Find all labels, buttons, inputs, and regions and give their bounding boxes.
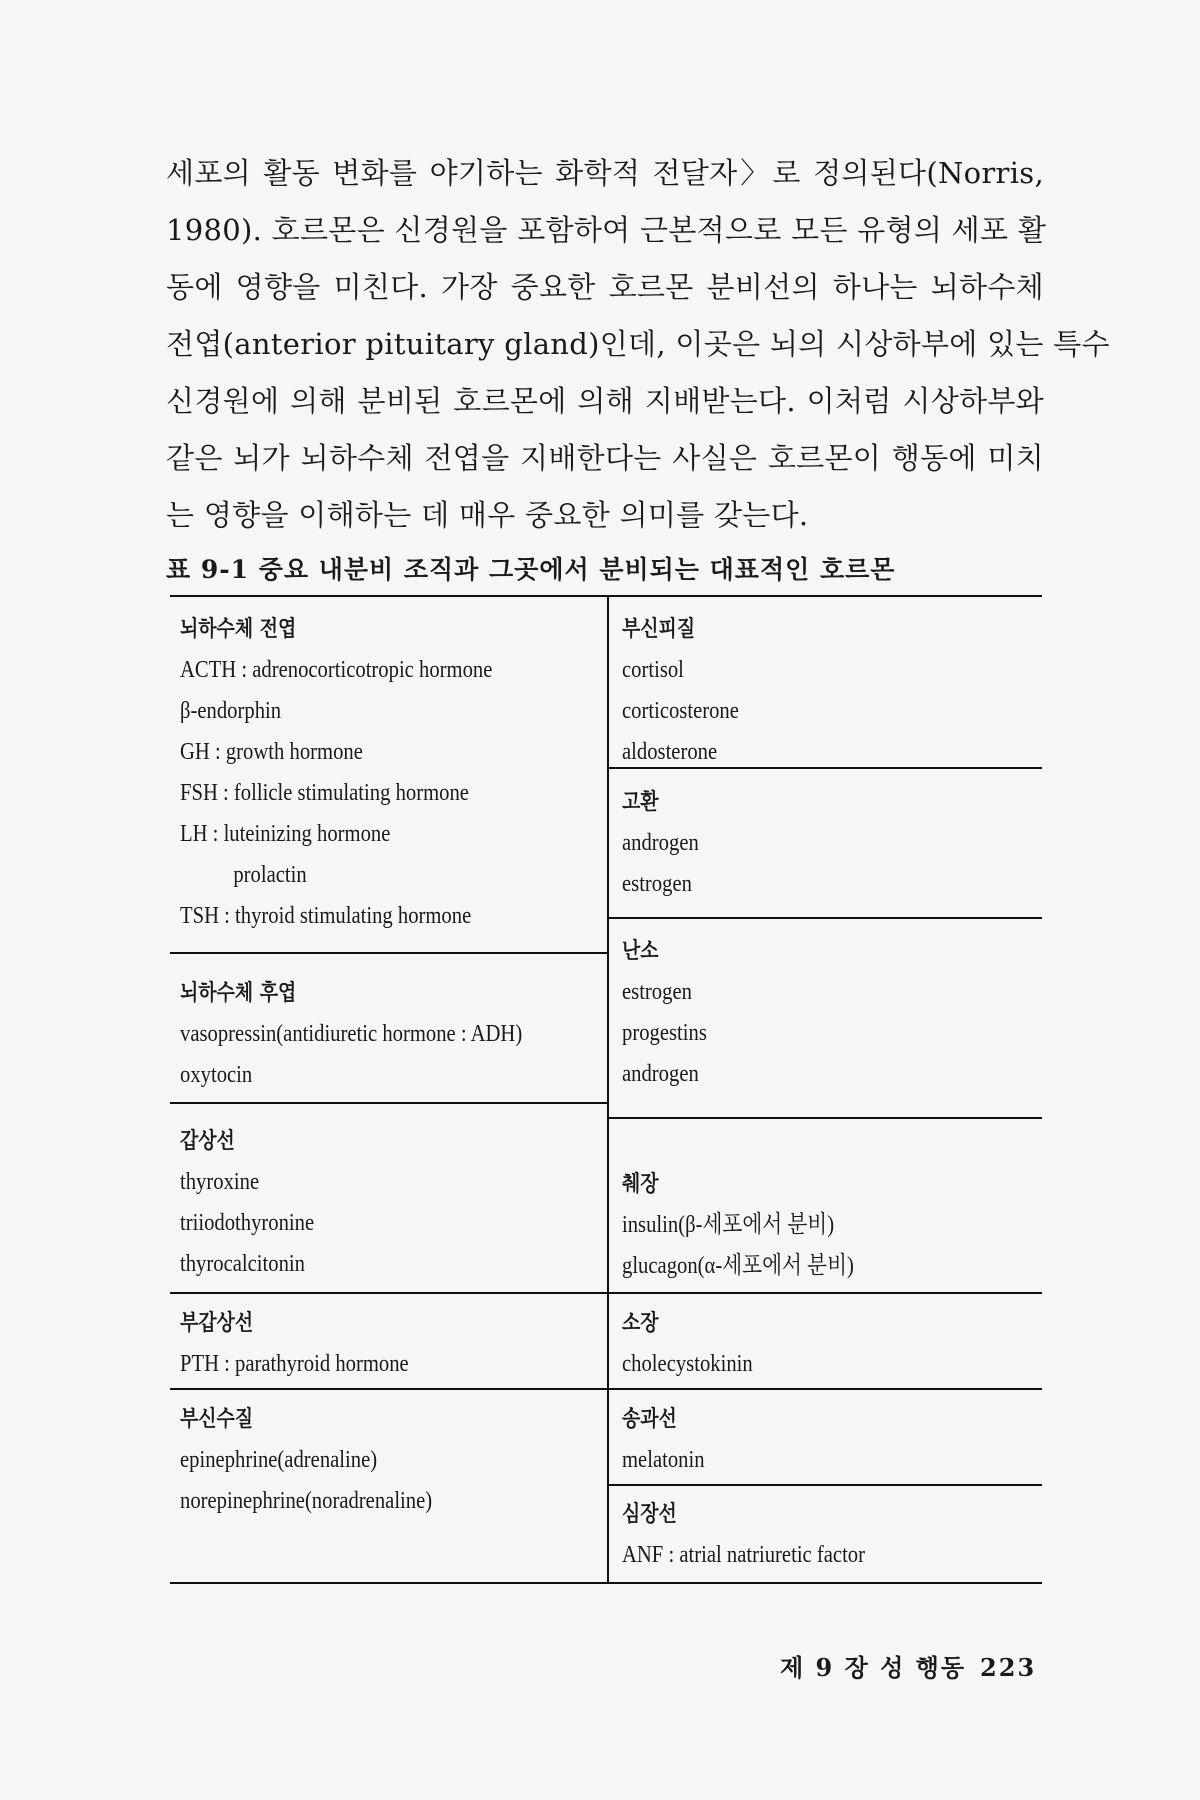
hormone-table (170, 595, 1042, 1584)
cell-title: 난소 (622, 939, 659, 964)
table-caption: 표 9-1 중요 내분비 조직과 그곳에서 분비되는 대표적인 호르몬 (166, 555, 896, 584)
page-number: 223 (980, 1653, 1037, 1682)
hormone-item: triiodothyronine (180, 1210, 315, 1236)
cell-title: 심장선 (622, 1502, 677, 1527)
table-cell-heart (622, 1494, 865, 1576)
hormone-item: epinephrine(adrenaline) (180, 1447, 378, 1473)
row-divider (170, 952, 607, 954)
cell-title: 갑상선 (180, 1129, 235, 1154)
row-divider (607, 917, 1042, 919)
paragraph-line: 세포의 활동 변화를 야기하는 화학적 전달자〉로 정의된다(Norris, (166, 156, 1044, 190)
cell-title: 뇌하수체 후엽 (180, 981, 297, 1006)
hormone-item: ANF : atrial natriuretic factor (622, 1542, 866, 1568)
hormone-item: prolactin (233, 862, 307, 888)
hormone-item: glucagon(α-세포에서 분비) (622, 1253, 854, 1279)
row-divider (170, 1102, 607, 1104)
cell-title: 뇌하수체 전엽 (180, 617, 297, 642)
body-paragraph (166, 145, 1110, 544)
hormone-item: progestins (622, 1020, 707, 1046)
table-cell-testis (622, 782, 699, 905)
table-cell-pancreas (622, 1164, 854, 1287)
table-cell-posterior-pituitary (180, 973, 522, 1096)
cell-title: 소장 (622, 1311, 659, 1336)
hormone-item: cholecystokinin (622, 1351, 753, 1377)
table-cell-thyroid (180, 1121, 314, 1285)
hormone-item: melatonin (622, 1447, 705, 1473)
chapter-label: 제 9 장 성 행동 (780, 1653, 967, 1682)
row-divider (170, 1292, 607, 1294)
table-cell-parathyroid (180, 1303, 409, 1385)
row-divider (607, 1388, 1042, 1390)
hormone-item: PTH : parathyroid hormone (180, 1351, 409, 1377)
row-divider (170, 1388, 607, 1390)
hormone-item: corticosterone (622, 698, 739, 724)
paragraph-line: 동에 영향을 미친다. 가장 중요한 호르몬 분비선의 하나는 뇌하수체 (166, 270, 1044, 304)
hormone-item: FSH : follicle stimulating hormone (180, 780, 469, 806)
column-divider (607, 597, 609, 1582)
paragraph-line: 같은 뇌가 뇌하수체 전엽을 지배한다는 사실은 호르몬이 행동에 미치 (166, 441, 1044, 475)
table-cell-adrenal-cortex (622, 609, 739, 773)
paragraph-line: 전엽(anterior pituitary gland)인데, 이곳은 뇌의 시상하부에 있는 특수 (166, 327, 1110, 361)
paragraph-line: 신경원에 의해 분비된 호르몬에 의해 지배받는다. 이처럼 시상하부와 (166, 384, 1044, 418)
hormone-item: norepinephrine(noradrenaline) (180, 1488, 433, 1514)
hormone-item: ACTH : adrenocorticotropic hormone (180, 657, 493, 683)
hormone-item: TSH : thyroid stimulating hormone (180, 903, 472, 929)
row-divider (607, 1484, 1042, 1486)
table-cell-pineal (622, 1399, 705, 1481)
hormone-item: estrogen (622, 871, 692, 897)
page-footer (780, 1648, 1036, 1683)
cell-title: 부신수질 (180, 1407, 254, 1432)
table-cell-ovary (622, 931, 707, 1095)
hormone-item: vasopressin(antidiuretic hormone : ADH) (180, 1021, 523, 1047)
hormone-item: insulin(β-세포에서 분비) (622, 1212, 835, 1238)
cell-title: 췌장 (622, 1172, 659, 1197)
table-cell-anterior-pituitary (180, 609, 492, 937)
row-divider (607, 1292, 1042, 1294)
hormone-item: oxytocin (180, 1062, 253, 1088)
paragraph-line: 는 영향을 이해하는 데 매우 중요한 의미를 갖는다. (166, 498, 809, 532)
hormone-item: aldosterone (622, 739, 718, 765)
hormone-item: GH : growth hormone (180, 739, 363, 765)
hormone-item: thyrocalcitonin (180, 1251, 305, 1277)
hormone-item: androgen (622, 830, 699, 856)
cell-title: 부갑상선 (180, 1311, 254, 1336)
hormone-item: thyroxine (180, 1169, 260, 1195)
table-cell-small-intestine (622, 1303, 753, 1385)
hormone-item: cortisol (622, 657, 684, 683)
hormone-item: LH : luteinizing hormone (180, 821, 391, 847)
hormone-item: estrogen (622, 979, 692, 1005)
row-divider (607, 1117, 1042, 1119)
hormone-item: androgen (622, 1061, 699, 1087)
paragraph-line: 1980). 호르몬은 신경원을 포함하여 근본적으로 모든 유형의 세포 활 (166, 213, 1047, 247)
cell-title: 고환 (622, 790, 659, 815)
cell-title: 부신피질 (622, 617, 696, 642)
cell-title: 송과선 (622, 1407, 677, 1432)
hormone-item: β-endorphin (180, 698, 282, 724)
table-cell-adrenal-medulla (180, 1399, 432, 1522)
